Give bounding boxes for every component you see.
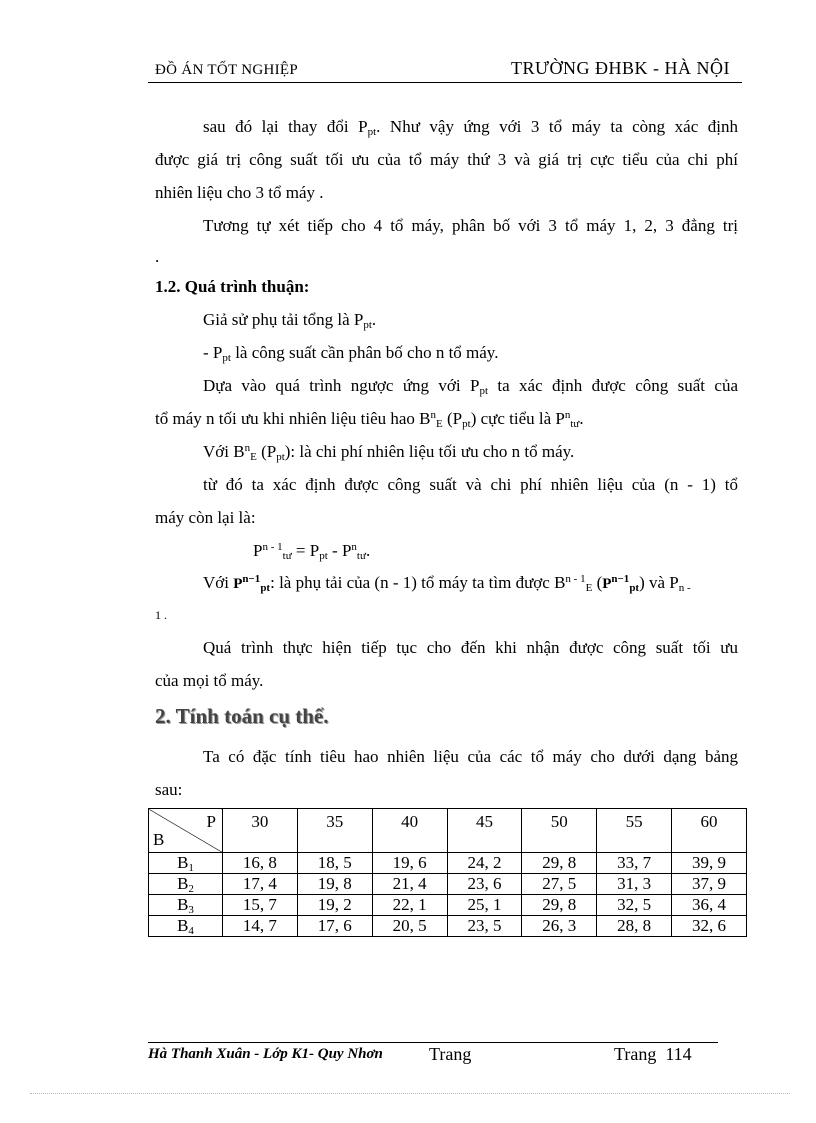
para1-line3: nhiên liệu cho 3 tổ máy . [155,183,324,202]
column-header: 30 [223,809,298,853]
table-cell: 21, 4 [372,874,447,895]
column-header: 40 [372,809,447,853]
footer-author: Hà Thanh Xuân - Lớp K1- Quy Nhơn [148,1046,383,1062]
table-cell: 16, 8 [223,853,298,874]
s2-line1: Ta có đặc tính tiêu hao nhiên liệu của các tổ máy cho dưới dạng bảng [203,747,738,766]
para1-line1: sau đó lại thay đổi $P_{pt}$. Như vậy ứng với 3 tổ máy ta còng xác định [203,117,738,138]
table-cell: 19, 8 [297,874,372,895]
table-cell: 39, 9 [672,853,747,874]
s12-line11: của mọi tổ máy. [155,671,264,690]
s2-line2: sau: [155,780,183,799]
para2-line2: . [155,247,160,266]
equation: $P^{n - 1}_{tư} = P_{pt} - P^n_{tư}$. [253,541,371,562]
header-left: ĐỒ ÁN TỐT NGHIỆP [155,62,298,78]
s12-line8: Với $P^{n-1}_{pt}$: là phụ tải của (n - 1) tổ máy ta tìm được $B^{n - 1}_E$ $(P^{n-1}_{pt})$ và $P_{n -}$ [203,573,691,594]
table-cell: 23, 6 [447,874,522,895]
table-cell: 19, 6 [372,853,447,874]
table-cell: 14, 7 [223,916,298,937]
column-header: 45 [447,809,522,853]
corner-cell [149,809,223,853]
s12-line2: - $P_{pt}$ là công suất cần phân bố cho n tổ máy. [203,343,499,364]
header-rule [148,82,742,83]
fuel-consumption-table [148,808,747,937]
para2-line1: Tương tự xét tiếp cho 4 tổ máy, phân bố với 3 tổ máy 1, 2, 3 đẳng trị [203,216,738,235]
corner-label-p: P [206,812,216,831]
table-row [149,853,747,874]
table-cell: 26, 3 [522,916,597,937]
table-cell: 29, 8 [522,895,597,916]
page-bottom-dotted-line [30,1093,790,1094]
p-pt-n-minus-1-symbol: $P^{n-1}_{pt}$ [233,573,271,594]
table-cell: 17, 4 [223,874,298,895]
column-header: 55 [597,809,672,853]
row-label: $B_3$ [149,895,223,916]
s12-line10: Quá trình thực hiện tiếp tục cho đến khi nhận được công suất tối ưu [203,638,738,657]
table-cell: 18, 5 [297,853,372,874]
column-header: 35 [297,809,372,853]
column-header: 60 [672,809,747,853]
p-pt-n-minus-1-symbol: $P^{n-1}_{pt}$ [602,573,640,594]
column-header: 50 [522,809,597,853]
para1-line2: được giá trị công suất tối ưu của tổ máy thứ 3 và giá trị cực tiểu của chi phí [155,150,738,169]
table-row [149,874,747,895]
row-label: $B_1$ [149,853,223,874]
row-label: $B_2$ [149,874,223,895]
table-cell: 27, 5 [522,874,597,895]
footer-rule [148,1042,718,1043]
table-cell: 28, 8 [597,916,672,937]
table-cell: 19, 2 [297,895,372,916]
table-row [149,895,747,916]
table-cell: 32, 6 [672,916,747,937]
table-cell: 33, 7 [597,853,672,874]
s12-line3: Dựa vào quá trình ngược ứng với $P_{pt}$ ta xác định được công suất của [203,376,738,397]
table-cell: 24, 2 [447,853,522,874]
table-cell: 37, 9 [672,874,747,895]
s12-line9: 1 . [155,608,167,622]
table-cell: 29, 8 [522,853,597,874]
table-row [149,916,747,937]
section-2-title: 2. Tính toán cụ thể. [155,704,329,728]
table-cell: 15, 7 [223,895,298,916]
s12-line6: từ đó ta xác định được công suất và chi phí nhiên liệu của (n - 1) tổ [203,475,738,494]
table-cell: 17, 6 [297,916,372,937]
table-cell: 32, 5 [597,895,672,916]
table-cell: 23, 5 [447,916,522,937]
table-cell: 20, 5 [372,916,447,937]
table-cell: 31, 3 [597,874,672,895]
table-header-row [149,809,747,853]
s12-line4: tổ máy n tối ưu khi nhiên liệu tiêu hao $B^n_E$ $(P_{pt})$ cực tiểu là $P^n_{tư}$. [155,409,584,430]
footer-page-number: Trang 114 [614,1044,692,1064]
corner-label-b: B [153,830,165,849]
header-right: TRƯỜNG ĐHBK - HÀ NỘI [511,58,730,78]
table-cell: 22, 1 [372,895,447,916]
s12-line5: Với $B^n_E$ $(P_{pt})$: là chi phí nhiên liệu tối ưu cho n tổ máy. [203,442,575,463]
s12-line1: Giả sử phụ tải tổng là $P_{pt}$. [203,310,377,331]
table-cell: 25, 1 [447,895,522,916]
row-label: $B_4$ [149,916,223,937]
s12-line7: máy còn lại là: [155,508,256,527]
table-cell: 36, 4 [672,895,747,916]
section-1-2-title: 1.2. Quá trình thuận: [155,277,310,296]
footer-trang-label: Trang [429,1044,472,1064]
